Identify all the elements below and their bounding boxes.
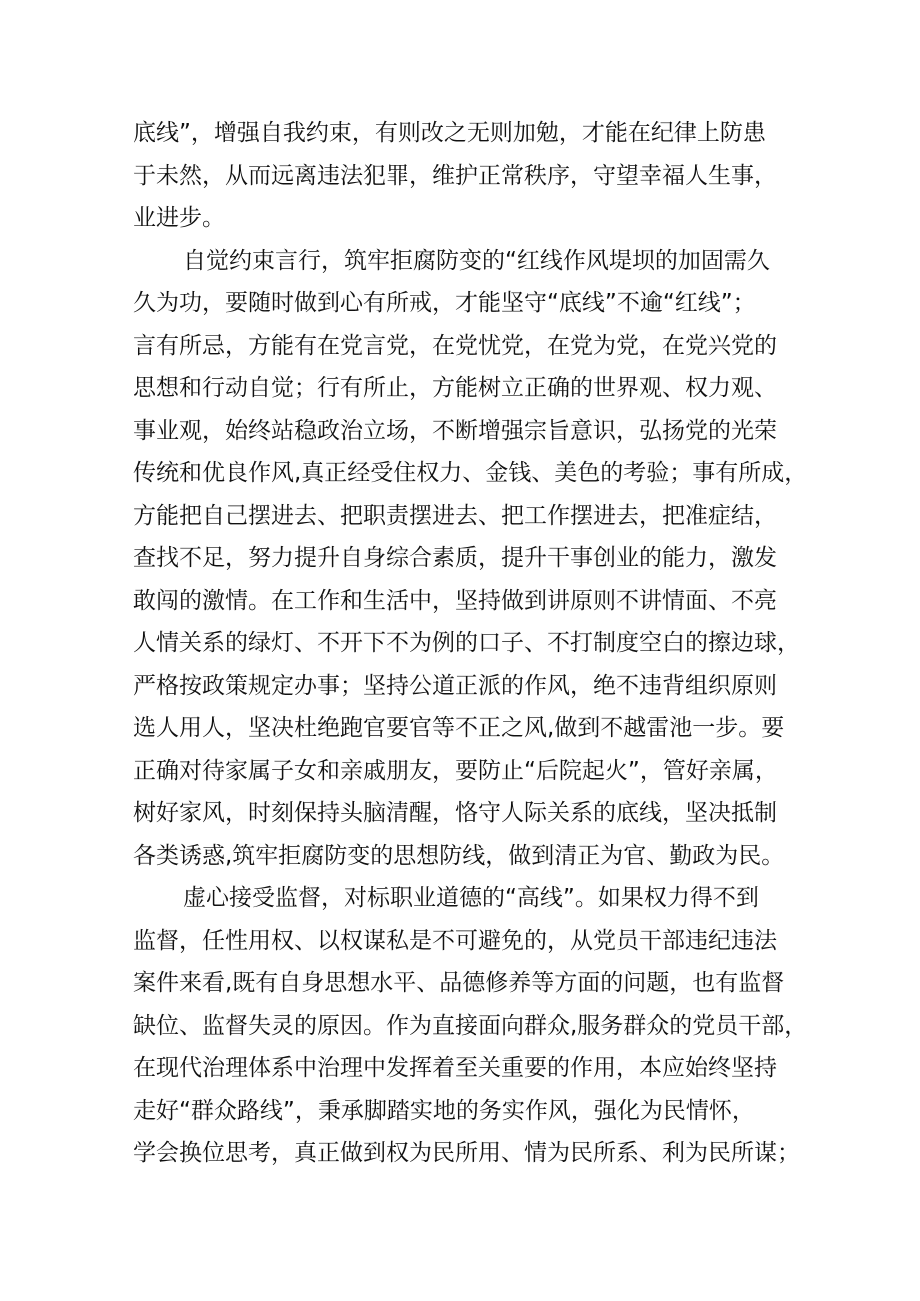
document-body [133, 112, 813, 1175]
text-line: 缺位、监督失灵的原因。作为直接面向群众,服务群众的党员干部， [133, 1012, 808, 1039]
text-line: 事业观，始终站稳政治立场，不断增强宗旨意识，弘扬党的光荣 [133, 417, 777, 444]
text-line: 走好“群众路线”，秉承脚踏实地的务实作风，强化为民情怀， [133, 1097, 755, 1124]
text-line: 在现代治理体系中治理中发挥着至关重要的作用，本应始终坚持 [133, 1055, 777, 1081]
text-line: 树好家风，时刻保持头脑清醒，恪守人际关系的底线，坚决抵制 [133, 800, 777, 826]
paragraph-2 [133, 240, 813, 878]
text-line: 各类诱惑,筑牢拒腐防变的思想防线，做到清正为官、勤政为民。 [133, 842, 785, 869]
text-line: 虚心接受监督，对标职业道德的“高线”。如果权力得不到 [183, 885, 759, 911]
text-line: 严格按政策规定办事；坚持公道正派的作风，绝不违背组织原则 [133, 672, 777, 699]
text-line: 方能把自己摆进去、把职责摆进去、把工作摆进去，把准症结， [133, 502, 777, 529]
text-line: 业进步。 [133, 205, 225, 231]
text-line: 选人用人，坚决杜绝跑官要官等不正之风,做到不越雷池一步。要 [133, 715, 785, 741]
text-line: 自觉约束言行，筑牢拒腐防变的“红线作风堤坝的加固需久 [183, 247, 770, 274]
text-line: 正确对待家属子女和亲戚朋友，要防止“后院起火”，管好亲属， [133, 757, 778, 784]
text-line: 言有所忌，方能有在党言党，在党忧党，在党为党，在党兴党的 [133, 332, 777, 359]
text-line: 思想和行动自觉；行有所止，方能树立正确的世界观、权力观、 [133, 375, 777, 401]
text-line: 传统和优良作风,真正经受住权力、金钱、美色的考验；事有所成， [133, 460, 808, 486]
text-line: 学会换位思考，真正做到权为民所用、情为民所系、利为民所谋； [133, 1140, 800, 1166]
text-line: 案件来看,既有自身思想水平、品德修养等方面的问题，也有监督 [133, 970, 785, 996]
text-line: 久为功，要随时做到心有所戒，才能坚守“底线”不逾“红线”； [133, 290, 756, 316]
text-line: 人情关系的绿灯、不开下不为例的口子、不打制度空白的擦边球， [133, 630, 800, 656]
text-line: 底线”，增强自我约束，有则改之无则加勉，才能在纪律上防患 [133, 120, 766, 146]
text-line: 敢闯的激情。在工作和生活中，坚持做到讲原则不讲情面、不亮 [133, 587, 777, 614]
text-line: 于未然，从而远离违法犯罪，维护正常秩序，守望幸福人生事， [133, 162, 777, 189]
paragraph-1 [133, 112, 813, 240]
paragraph-3 [133, 877, 813, 1175]
text-line: 监督，任性用权、以权谋私是不可避免的，从党员干部违纪违法 [133, 927, 777, 954]
text-line: 查找不足，努力提升自身综合素质，提升干事创业的能力，激发 [133, 545, 777, 571]
